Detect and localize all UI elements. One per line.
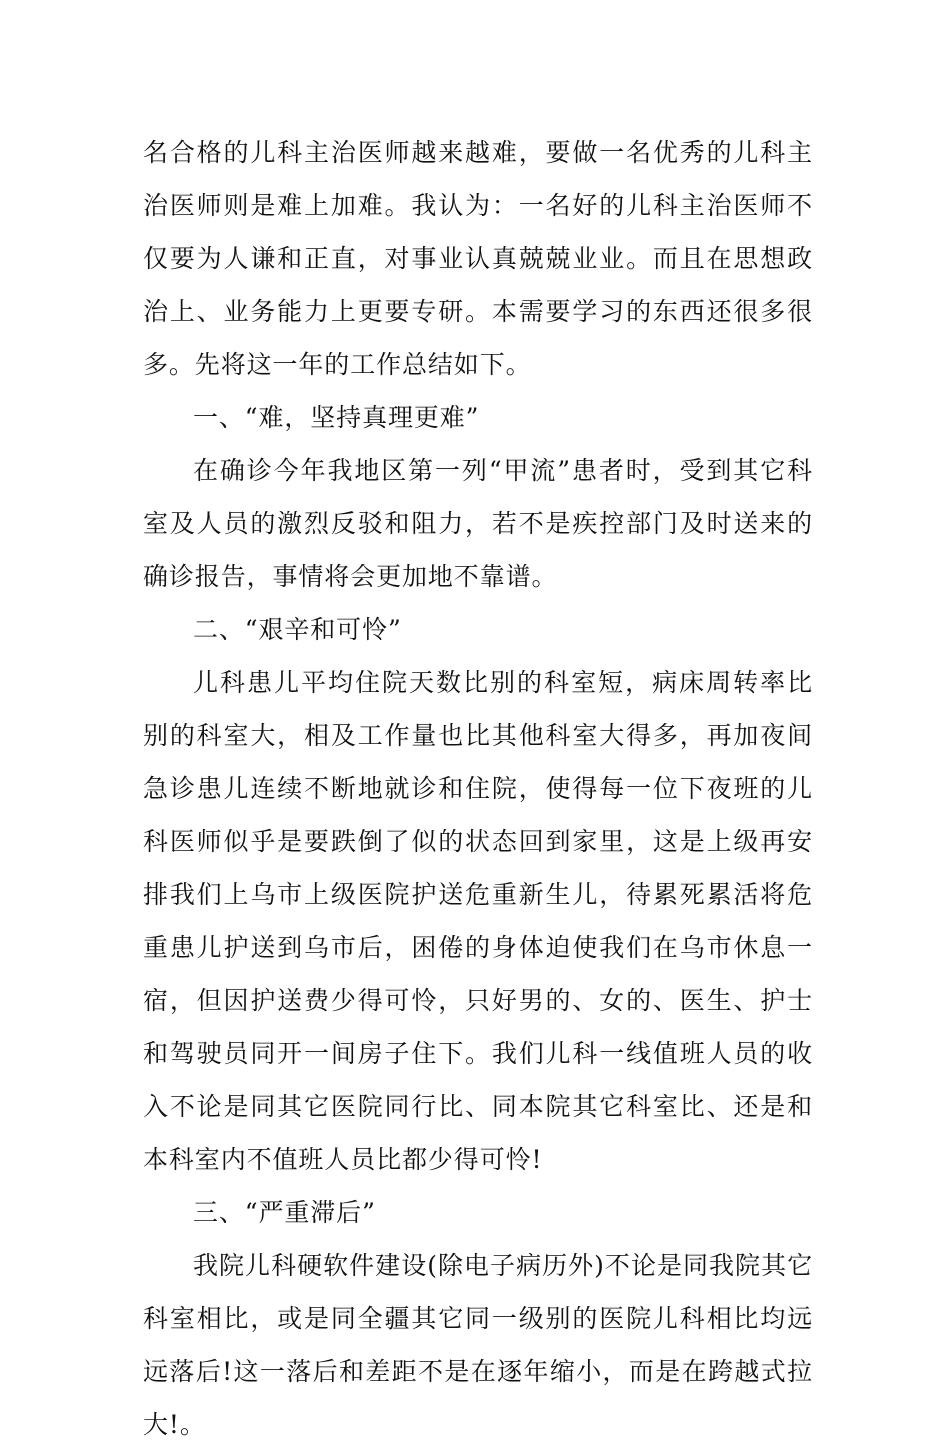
document-body	[143, 126, 813, 1451]
body-paragraph: 我院儿科硬软件建设(除电子病历外)不论是同我院其它科室相比，或是同全疆其它同一级别的医院儿科相比均远远落后!这一落后和差距不是在逐年缩小，而是在跨越式拉大!。	[143, 1251, 813, 1439]
section-heading: 三、“严重滞后”	[193, 1198, 376, 1227]
body-paragraph: 在确诊今年我地区第一列“甲流”患者时，受到其它科室及人员的激烈反驳和阻力，若不是疾控部门及时送来的确诊报告，事情将会更加地不靠谱。	[143, 456, 813, 591]
body-paragraph: 名合格的儿科主治医师越来越难，要做一名优秀的儿科主治医师则是难上加难。我认为：一名好的儿科主治医师不仅要为人谦和正直，对事业认真兢兢业业。而且在思想政治上、业务能力上更要专研。本需要学习的东西还很多很多。先将这一年的工作总结如下。	[143, 138, 813, 379]
section-heading: 一、“难，坚持真理更难”	[193, 403, 480, 432]
body-paragraph: 儿科患儿平均住院天数比别的科室短，病床周转率比别的科室大，相及工作量也比其他科室大得多，再加夜间急诊患儿连续不断地就诊和住院，使得每一位下夜班的儿科医师似乎是要跌倒了似的状态回到家里，这是上级再安排我们上乌市上级医院护送危重新生儿，待累死累活将危重患儿护送到乌市后，困倦的身体迫使我们在乌市休息一宿，但因护送费少得可怜，只好男的、女的、医生、护士和驾驶员同开一间房子住下。我们儿科一线值班人员的收入不论是同其它医院同行比、同本院其它科室比、还是和本科室内不值班人员比都少得可怜!	[143, 668, 813, 1174]
section-heading: 二、“艰辛和可怜”	[193, 615, 402, 644]
